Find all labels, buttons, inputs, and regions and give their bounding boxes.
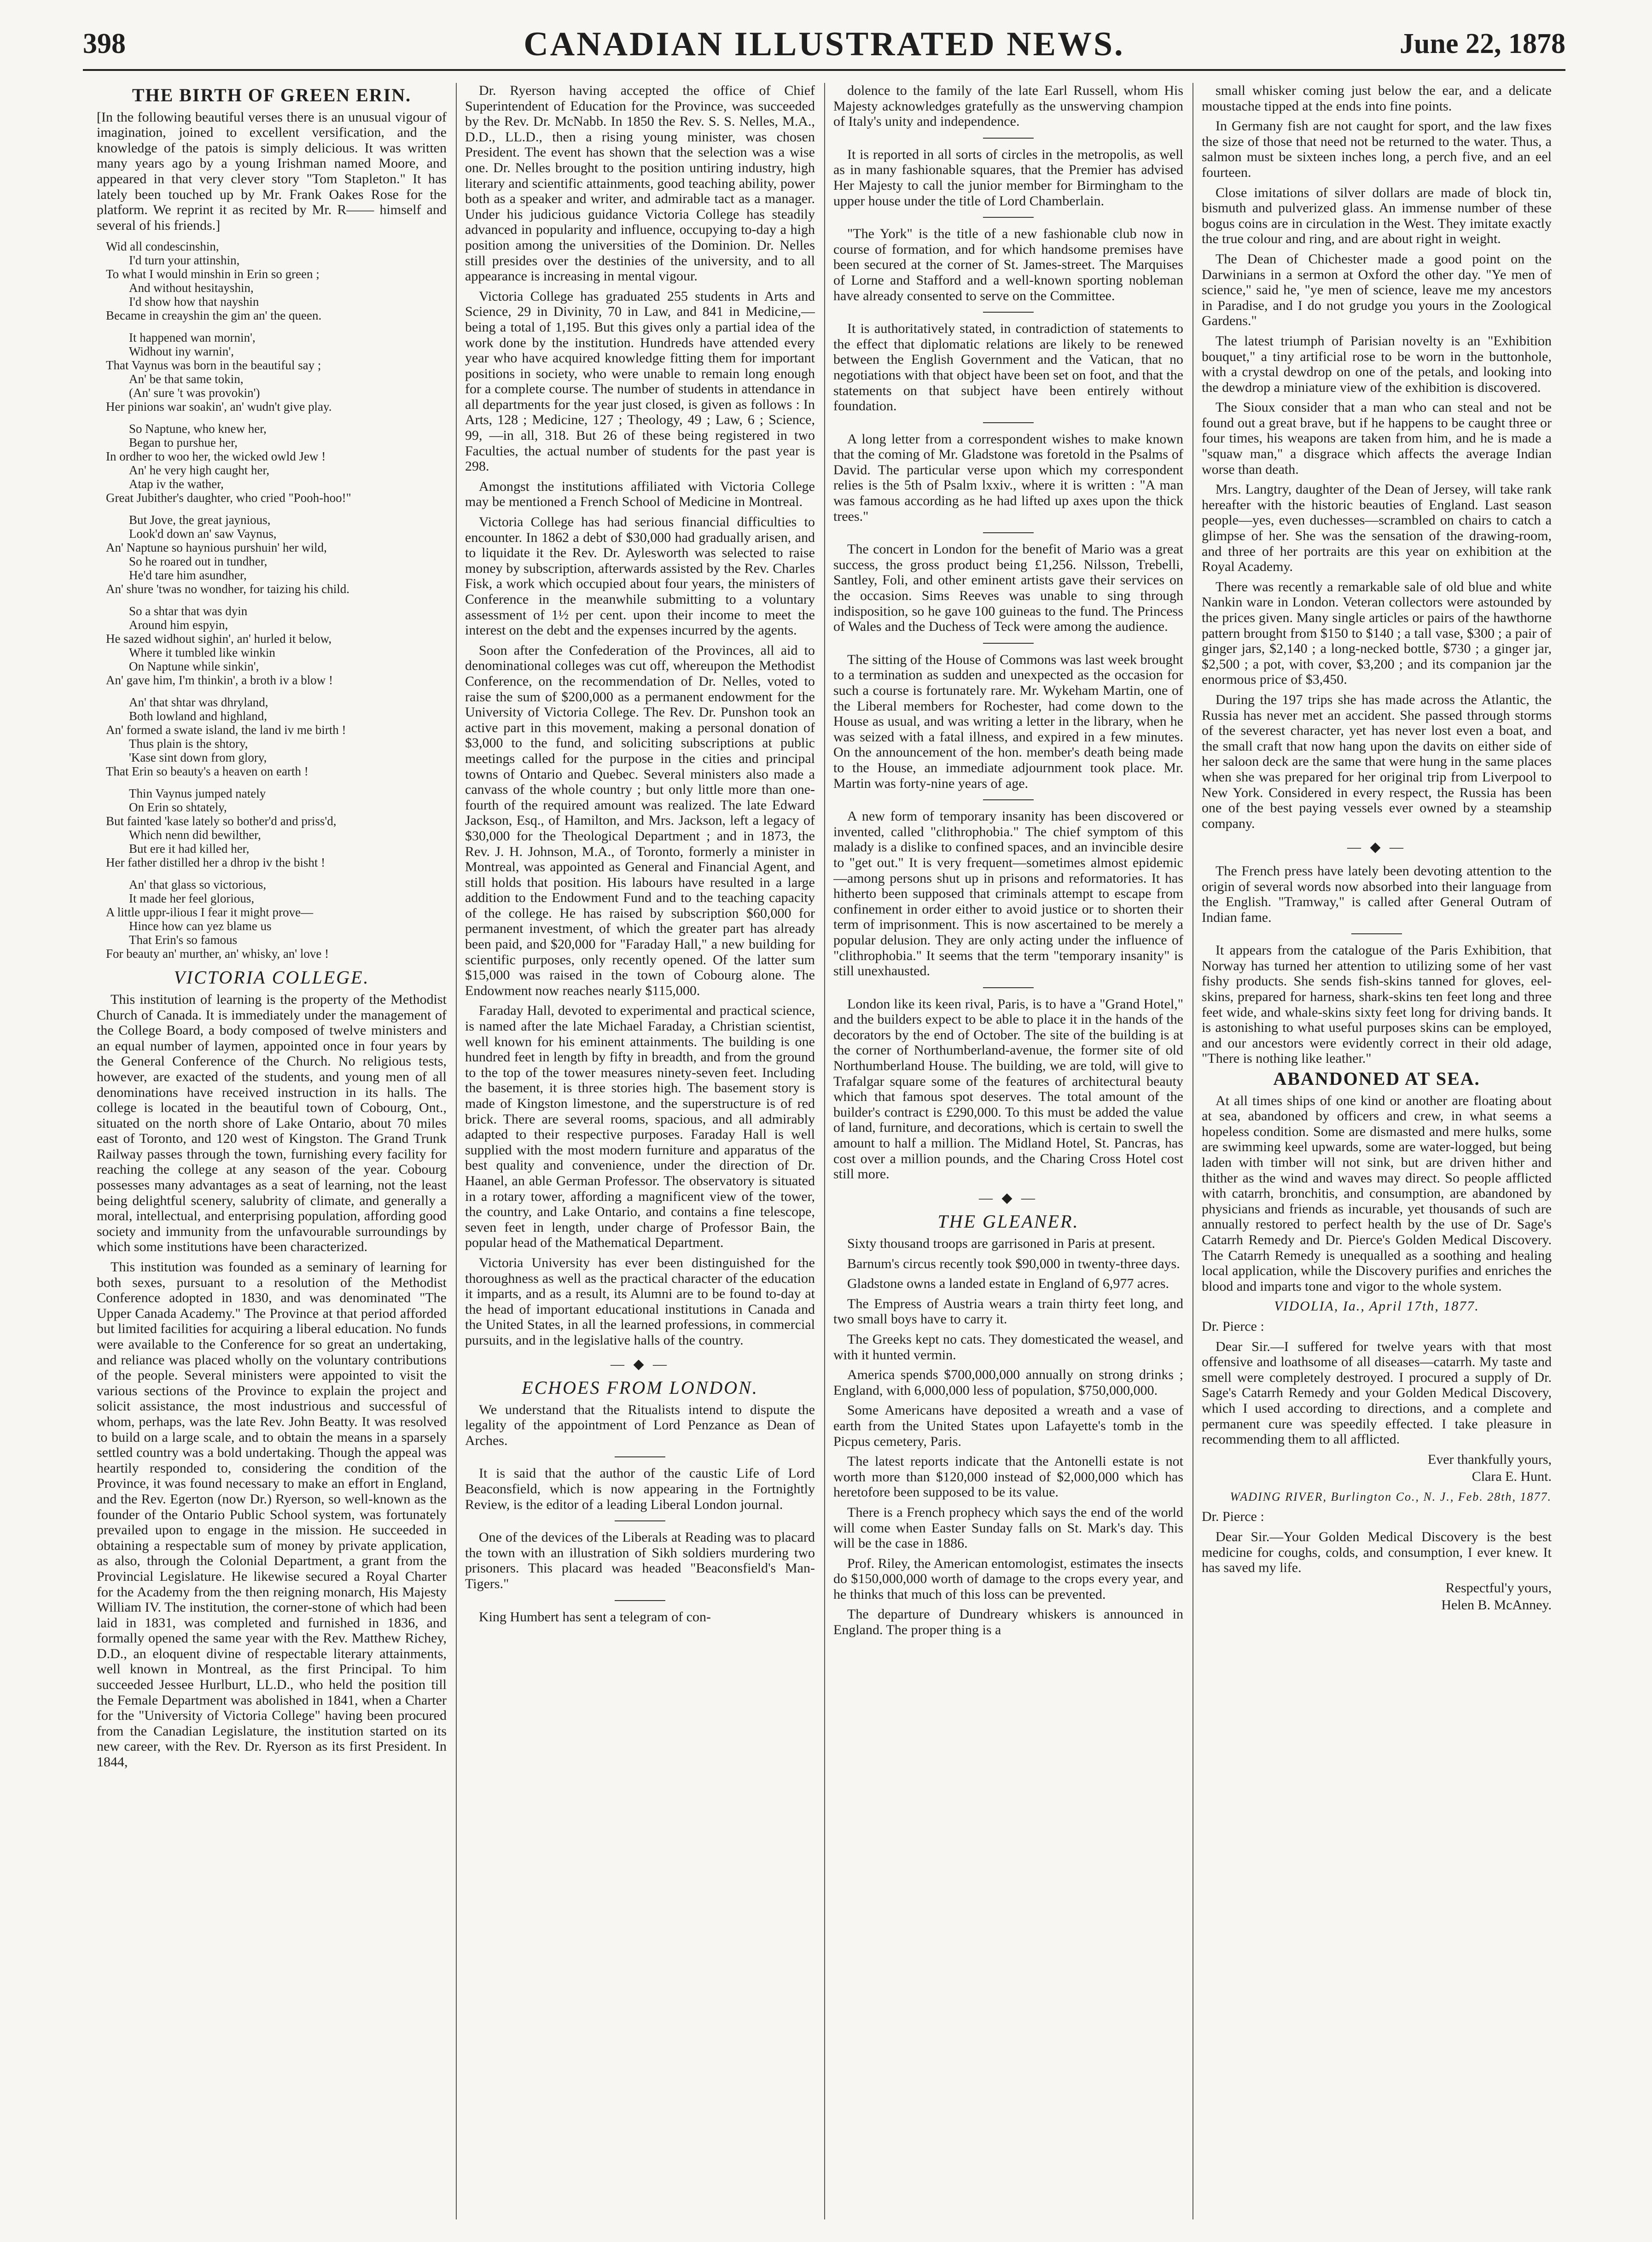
- divider: [983, 312, 1034, 313]
- verse-line: That Erin so beauty's a heaven on earth !: [106, 764, 308, 779]
- verse-line: In ordher to woo her, the wicked owld Jew !: [106, 449, 326, 464]
- verse-line: An' shure 'twas no wondher, for taizing his child.: [106, 582, 350, 596]
- verse-line: But ere it had killed her,: [129, 842, 250, 856]
- letter-body: Dear Sir.—Your Golden Medical Discovery is the best medicine for coughs, colds, and consumption, I ever knew. It has saved my life.: [1202, 1529, 1552, 1576]
- poem: [97, 239, 447, 961]
- paragraph: A new form of temporary insanity has been discovered or invented, called "clithrophobia." The chief symptom of this malady is a dislike to confined spaces, and an invincible desire to "get out." It is very frequent—sometimes almost epidemic—among persons shut up in prisons and reformatories. It has hitherto been supposed that criminals attempt to escape from confinement in order either to avoid justice or to shorten their term of imprisonment. This is now ascertained to be merely a popular delusion. They are only acting under the influence of "clithrophobia." It seems that the term "temporary insanity" is still unexhausted.: [833, 809, 1183, 979]
- verse-line: He'd tare him asundher,: [129, 568, 247, 582]
- paragraph: Mrs. Langtry, daughter of the Dean of Jersey, will take rank hereafter with the historic beauties of England. Last season people—yes, even duchesses—scrambled on chairs to catch a glimpse of her. She was the sensation of the drawing-room, and three of her portraits are this year on exhibition at the Royal Academy.: [1202, 482, 1552, 575]
- verse-line: That Vaynus was born in the beautiful say ;: [106, 358, 321, 373]
- verse-line: An' that shtar was dhryland,: [129, 695, 268, 710]
- verse-line: Both lowland and highland,: [129, 709, 267, 723]
- verse-line: It happened wan mornin',: [129, 331, 256, 345]
- divider: [615, 1600, 665, 1601]
- letter-closing: Ever thankfully yours,: [1427, 1451, 1552, 1467]
- paragraph: dolence to the family of the late Earl Russell, whom His Majesty acknowledges gratefully as the unswerving champion of Italy's unity and independence.: [833, 83, 1183, 129]
- paragraph: Close imitations of silver dollars are made of block tin, bismuth and pulverized glass. An immense number of these bogus coins are in circulation in the West. They imitate exactly the true colour and ring, and are about right in weight.: [1202, 185, 1552, 247]
- article-heading: THE BIRTH OF GREEN ERIN.: [132, 85, 412, 105]
- article-heading: ECHOES FROM LONDON.: [522, 1377, 758, 1398]
- verse-line: Where it tumbled like winkin: [129, 646, 275, 660]
- paragraph: Dr. Ryerson having accepted the office of Chief Superintendent of Education for the Province, was succeeded by the Rev. Dr. McNabb. In 1850 the Rev. S. S. Nelles, M.A., D.D., LL.D., then a rising young minister, was chosen President. The event has shown that the selection was a wise one. Dr. Nelles brought to the position untiring industry, high literary and scientific attainments, good teaching ability, power both as a speaker and writer, and admirable tact as a manager. Under his judicious guidance Victoria College has steadily advanced in popularity and influence, occupying to-day a high position among the universities of the Dominion. Dr. Nelles still presides over the destinies of the university, and to all appearance is increasing in mental vigour.: [465, 83, 815, 284]
- paragraph: The concert in London for the benefit of Mario was a great success, the gross product being £1,256. Nilsson, Trebelli, Santley, Foli, and other eminent artists gave their services on the occasion. Sims Reeves was unable to sing through indisposition, so he gave 100 guineas to the fund. The Princess of Wales and the Duchess of Teck were among the audience.: [833, 542, 1183, 635]
- paragraph: Faraday Hall, devoted to experimental and practical science, is named after the late Michael Faraday, a Christian scientist, well known for his eminent attainments. The building is one hundred feet in length by fifty in breadth, and from the ground to the top of the tower measures ninety-seven feet. Including the basement, it is three stories high. The basement story is made of Kingston limestone, and the superstructure is of red brick. There are several rooms, spacious, and all admirably adapted to their respective purposes. Faraday Hall is well supplied with the most modern furniture and apparatus of the best quality and convenience, under the direction of Dr. Haanel, an able German Professor. The observatory is situated in a rotary tower, affording a magnificent view of the tower, the country, and Lake Ontario, and contains a fine telescope, seven feet in length, under charge of Professor Bain, the popular head of the Mathematical Department.: [465, 1003, 815, 1251]
- article-heading: ABANDONED AT SEA.: [1273, 1068, 1480, 1089]
- verse-line: He sazed widhout sighin', an' hurled it below,: [106, 632, 332, 646]
- verse-line: Became in creayshin the gim an' the queen.: [106, 309, 322, 323]
- paragraph: Prof. Riley, the American entomologist, estimates the insects do $150,000,000 worth of damage to the crops every year, and he thinks that much of this loss can be prevented.: [833, 1555, 1183, 1602]
- paragraph: During the 197 trips she has made across the Atlantic, the Russia has never met an accident. She passed through storms of the severest character, yet has never lost even a boat, and the small craft that now hang upon the davits on either side of her saloon deck are the same that were hung in the same places when she was prepared for her original trip from Liverpool to New York. Considered in every respect, the Russia has been one of the best paying vessels ever owned by a steamship company.: [1202, 692, 1552, 831]
- verse-line: (An' sure 't was provokin'): [129, 386, 260, 400]
- verse-line: An' he very high caught her,: [129, 463, 270, 478]
- divider: [983, 799, 1034, 800]
- verse-line: Wid all condescinshin,: [106, 239, 219, 254]
- newspaper-title: CANADIAN ILLUSTRATED NEWS.: [524, 25, 1125, 63]
- verse-line: An' that glass so victorious,: [129, 878, 267, 892]
- page-number: 398: [83, 28, 126, 59]
- verse-line: Look'd down an' saw Vaynus,: [129, 527, 277, 541]
- paragraph: The French press have lately been devoting attention to the origin of several words now absorbed into their language from the English. "Tramway," is called after General Outram of Indian fame.: [1202, 863, 1552, 925]
- paragraph: The Greeks kept no cats. They domesticated the weasel, and with it hunted vermin.: [833, 1331, 1183, 1363]
- divider: [983, 217, 1034, 218]
- paragraph: Amongst the institutions affiliated with Victoria College may be mentioned a French School of Medicine in Montreal.: [465, 478, 815, 510]
- column-4: [1202, 83, 1552, 2219]
- verse-line: 'Kase sint down from glory,: [129, 751, 267, 765]
- article-heading: VICTORIA COLLEGE.: [174, 967, 370, 988]
- paragraph: It is reported in all sorts of circles in the metropolis, as well as in many fashionable squares, that the Premier has advised Her Majesty to call the junior member for Birmingham to the upper house under the title of Lord Chamberlain.: [833, 146, 1183, 209]
- verse-line: Began to purshue her,: [129, 436, 238, 450]
- verse-line: But Jove, the great jaynious,: [129, 513, 271, 527]
- verse-line: I'd turn your attinshin,: [129, 253, 240, 268]
- ornament-divider: — ◆ —: [1347, 839, 1407, 855]
- paragraph: A long letter from a correspondent wishes to make known that the coming of Mr. Gladstone was foretold in the Psalms of David. The particular verse upon which my correspondent relies is the 5th of Psalm lxxiv., where it is written : "A man was famous according as he had lifted up axes upon the thick trees.": [833, 431, 1183, 524]
- verse-line: An' gave him, I'm thinkin', a broth iv a blow !: [106, 673, 333, 687]
- paragraph: Some Americans have deposited a wreath and a vase of earth from the United States upon Lafayette's tomb in the Picpus cemetery, Paris.: [833, 1403, 1183, 1449]
- column-rule: [456, 83, 457, 2219]
- letter-place: VIDOLIA, Ia., April 17th, 1877.: [1274, 1299, 1479, 1314]
- paragraph: The sitting of the House of Commons was last week brought to a termination as sudden and unexpected as the occasion for such a course is fortunately rare. Mr. Wykeham Martin, one of the Liberal members for Rochester, had come down to the House as usual, and was writing a letter in the library, when he was seized with a fatal illness, and expired in a few minutes. On the announcement of the hon. member's death being made to the House, an immediate adjournment took place. Mr. Martin was forty-nine years of age.: [833, 652, 1183, 791]
- verse-line: Her pinions war soakin', an' wudn't give play.: [106, 400, 332, 414]
- verse-line: To what I would minshin in Erin so green ;: [106, 267, 320, 281]
- letter-signature: Clara E. Hunt.: [1472, 1469, 1552, 1485]
- verse-line: On Erin so shtately,: [129, 800, 227, 815]
- paragraph: London like its keen rival, Paris, is to have a "Grand Hotel," and the builders expect to be able to place it in the hands of the decorators by the end of October. The site of the building is at the corner of Northumberland-avenue, the former site of old Northumberland House. The building, we are told, will give to Trafalgar square some of the features of architectural beauty which that famous spot deserves. The total amount of the builder's contract is £290,000. To this must be added the value of land, furniture, and decorations, which is certain to swell the amount to half a million. The Midland Hotel, St. Pancras, has cost over a million pounds, and the Charing Cross Hotel cost still more.: [833, 996, 1183, 1182]
- letter-place: WADING RIVER, Burlington Co., N. J., Feb. 28th, 1877.: [1230, 1490, 1552, 1503]
- verse-line: Hince how can yez blame us: [129, 919, 272, 933]
- verse-line: Great Jubither's daughter, who cried "Pooh-hoo!": [106, 491, 351, 505]
- verse-line: That Erin's so famous: [129, 933, 238, 947]
- verse-line: And without hesitayshin,: [129, 281, 254, 295]
- divider: [615, 1520, 665, 1521]
- divider: [1351, 933, 1402, 934]
- paragraph: One of the devices of the Liberals at Reading was to placard the town with an illustration of Sikh soldiers murdering two prisoners. This placard was headed "Beaconsfield's Man-Tigers.": [465, 1530, 815, 1592]
- verse-line: For beauty an' murther, an' whisky, an' love !: [106, 947, 329, 961]
- ornament-divider: — ◆ —: [610, 1356, 670, 1372]
- paragraph: There was recently a remarkable sale of old blue and white Nankin ware in London. Veteran collectors were astounded by the prices given. Many single articles or pairs of the hawthorne pattern brought from $150 to $140 ; a tall vase, $300 ; a pair of ginger jars, $2,140 ; a long-necked bottle, $730 ; a ginger jar, $2,500 ; a pot, with cover, $3,200 ; and its companion jar the enormous price of $3,450.: [1202, 579, 1552, 687]
- divider: [983, 987, 1034, 988]
- letter-salutation: Dr. Pierce :: [1202, 1318, 1264, 1334]
- paragraph: Gladstone owns a landed estate in England of 6,977 acres.: [847, 1276, 1169, 1292]
- paragraph: Barnum's circus recently took $90,000 in twenty-three days.: [847, 1256, 1180, 1271]
- column-rule: [1192, 83, 1193, 2219]
- column-2: [465, 83, 815, 2219]
- divider: [615, 1456, 665, 1457]
- column-rule: [824, 83, 825, 2219]
- verse-line: So he roared out in tundher,: [129, 554, 268, 569]
- letter-closing: Respectful'y yours,: [1445, 1580, 1552, 1596]
- column-3: [833, 83, 1183, 2219]
- article-heading: THE GLEANER.: [937, 1211, 1079, 1232]
- verse-line: Thus plain is the shtory,: [129, 737, 248, 751]
- paragraph: small whisker coming just below the ear, and a delicate moustache tipped at the ends into fine points.: [1202, 83, 1552, 114]
- divider: [983, 422, 1034, 423]
- paragraph: King Humbert has sent a telegram of con-: [479, 1609, 711, 1625]
- paragraph: The departure of Dundreary whiskers is announced in England. The proper thing is a: [833, 1607, 1183, 1638]
- paragraph: Soon after the Confederation of the Provinces, all aid to denominational colleges was cut off, whereupon the Methodist Conference, on the recommendation of Dr. Nelles, voted to raise the sum of $200,000 as a permanent endowment for the University of Victoria College. The Rev. Dr. Punshon took an active part in this movement, making a personal donation of $3,000 to the fund, and soliciting subscriptions at public meetings called for the purpose in the cities and principal towns of Ontario and Quebec. Several ministers also made a canvass of the whole country ; but only little more than one-fourth of the required amount was realized. The late Edward Jackson, Esq., of Hamilton, and Mrs. Jackson, left a legacy of $30,000 for the Theological Department ; and in 1873, the Rev. J. H. Johnson, M.A., of Toronto, formerly a minister in Montreal, was appointed as General and Financial Agent, and still holds that position. His labours have resulted in a large addition to the Endowment Fund and to the teaching capacity of the college. He has raised by subscription $60,000 for permanent investment, of which the greater part has already been paid, and $20,000 for "Faraday Hall," a new building for scientific purposes, only recently opened. Of the latter sum $15,000 was raised in the town of Cobourg alone. The Endowment now reaches nearly $115,000.: [465, 642, 815, 998]
- paragraph: There is a French prophecy which says the end of the world will come when Easter Sunday falls on St. Mark's day. This will be the case in 1886.: [833, 1504, 1183, 1551]
- article-intro: [In the following beautiful verses there is an unusual vigour of imagination, joined to excellent versification, and the knowledge of the patois is simply delicious. It was written many years ago by a young Irishman named Moore, and appeared in that very clever story "Tom Stapleton." It has lately been touched up by Mr. Frank Oakes Rose for the platform. We reprint it as recited by Mr. R—— himself and several of his friends.]: [97, 109, 447, 233]
- paragraph: In Germany fish are not caught for sport, and the law fixes the size of those that need not be returned to the water. Thus, a salmon must be sixteen inches long, a perch five, and an eel fourteen.: [1202, 118, 1552, 180]
- masthead: [83, 18, 1565, 71]
- divider: [983, 643, 1034, 644]
- verse-line: Thin Vaynus jumped nately: [129, 786, 266, 801]
- paragraph: It appears from the catalogue of the Paris Exhibition, that Norway has turned her attention to utilizing some of her vast fishy products. She sends fish-skins tanned for gloves, eel-skins, prepared for harness, shark-skins ten feet long and three feet wide, and whale-skins sixty feet long for driving bands. It is astonishing to what useful purposes skins can be employed, and our ancestors were evidently correct in their old adage, "There is nothing like leather.": [1202, 943, 1552, 1066]
- letter-signature: Helen B. McAnney.: [1441, 1597, 1552, 1613]
- paragraph: The Sioux consider that a man who can steal and not be found out a great brave, but if he happens to be caught three or four times, his weapons are taken from him, and he is made a "squaw man," a disgrace which affects the average Indian worse than death.: [1202, 400, 1552, 477]
- paragraph: The Empress of Austria wears a train thirty feet long, and two small boys have to carry it.: [833, 1296, 1183, 1327]
- verse-line: So Naptune, who knew her,: [129, 422, 267, 436]
- paragraph: Victoria College has graduated 255 students in Arts and Science, 29 in Divinity, 70 in Law, and 841 in Medicine,—being a total of 1,195. But this gives only a partial idea of the work done by the institution. Hundreds have attended every year who have acquired knowledge fitting them for important positions in society, who were unable to remain long enough for a complete course. The number of students in attendance in all departments for the year just closed, is given as follows : In Arts, 128 ; Medicine, 127 ; Theology, 49 ; Law, 6 ; Science, 99, —in all, 318. But 26 of these being registered in two Faculties, the actual number of students for the past year is 298.: [465, 288, 815, 474]
- verse-line: A little uppr-ilious I fear it might prove—: [106, 905, 314, 920]
- paragraph: Sixty thousand troops are garrisoned in Paris at present.: [847, 1236, 1156, 1251]
- letter-body: Dear Sir.—I suffered for twelve years with that most offensive and loathsome of all diseases—catarrh. My taste and smell were completely destroyed. I procured a supply of Dr. Sage's Catarrh Remedy and your Golden Medical Discovery, which I used according to directions, and a complete and permanent cure was speedily effected. I take pleasure in recommending them to all afflicted.: [1202, 1339, 1552, 1447]
- paragraph: The latest triumph of Parisian novelty is an "Exhibition bouquet," a tiny artificial rose to be worn in the buttonhole, with a crystal dewdrop on one of the petals, and looking into the dewdrop a miniature view of the exhibition is discovered.: [1202, 333, 1552, 395]
- verse-line: Widhout iny warnin',: [129, 344, 234, 359]
- column-1: [97, 83, 447, 2219]
- paragraph: We understand that the Ritualists intend to dispute the legality of the appointment of Lord Penzance as Dean of Arches.: [465, 1402, 815, 1448]
- paragraph: The latest reports indicate that the Antonelli estate is not worth more than $120,000 instead of $2,000,000 which has heretofore been supposed to be its value.: [833, 1454, 1183, 1500]
- verse-line: So a shtar that was dyin: [129, 604, 248, 618]
- verse-line: I'd show how that nayshin: [129, 295, 259, 309]
- verse-line: Atap iv the wather,: [129, 477, 224, 491]
- verse-line: Which nenn did bewilther,: [129, 828, 261, 842]
- verse-line: An' Naptune so haynious purshuin' her wild,: [106, 541, 327, 555]
- issue-date: June 22, 1878: [1400, 28, 1565, 59]
- paragraph: "The York" is the title of a new fashionable club now in course of formation, and for which handsome premises have been secured at the corner of St. James-street. The Marquises of Lorne and Stafford and a well-known sporting nobleman have already consented to serve on the Committee.: [833, 226, 1183, 303]
- verse-line: An' formed a swate island, the land iv me birth !: [106, 723, 346, 737]
- verse-line: On Naptune while sinkin',: [129, 659, 259, 674]
- paragraph: At all times ships of one kind or another are floating about at sea, abandoned by officers and crew, in what seems a hopeless condition. Some are dismasted and mere hulks, some are swimming keel upwards, some are water-logged, but being laden with timber will not sink, but are driven hither and thither as the wind and waves may direct. So people afflicted with catarrh, bronchitis, and consumption, are abandoned by physicians and friends as incurable, yet thousands of such are annually restored to perfect health by the use of Dr. Sage's Catarrh Remedy and Dr. Pierce's Golden Medical Discovery. The Catarrh Remedy is unequalled as a soothing and healing local application, while the Discovery purifies and enriches the blood and imparts tone and vigor to the whole system.: [1202, 1093, 1552, 1294]
- paragraph: This institution of learning is the property of the Methodist Church of Canada. It is immediately under the management of the College Board, a body composed of twelve ministers and an equal number of laymen, appointed once in four years by the General Conference of the Church. No religious tests, however, are exacted of the students, and young men of all denominations have received instruction in its halls. The college is located in the beautiful town of Cobourg, Ont., situated on the north shore of Lake Ontario, about 70 miles east of Toronto, and 120 west of Kingston. The Grand Trunk Railway passes through the town, furnishing every facility for reaching the college at any season of the year. Cobourg possesses many advantages as a seat of learning, not the least being delightful scenery, salubrity of climate, and generally a moral, intellectual, and enterprising population, affording good society and immunity from the unfavourable surroundings by which some institutions have been characterized.: [97, 991, 447, 1255]
- verse-line: Her father distilled her a dhrop iv the bisht !: [106, 856, 326, 870]
- verse-line: An' be that same tokin,: [129, 372, 244, 386]
- paragraph: Victoria College has had serious financial difficulties to encounter. In 1862 a debt of $30,000 had gradually arisen, and to liquidate it the Rev. Dr. Aylesworth was selected to raise money by subscription, afterwards assisted by the Rev. Charles Fisk, a work which occupied about four years, the ministers of Conference in the meanwhile submitting to a voluntary assessment of 1½ per cent. upon their income to meet the interest on the debt and the expenses incurred by the agents.: [465, 514, 815, 638]
- verse-line: Around him espyin,: [129, 618, 228, 632]
- paragraph: It is said that the author of the caustic Life of Lord Beaconsfield, which is now appearing in the Fortnightly Review, is the editor of a leading Liberal London journal.: [465, 1466, 815, 1512]
- verse-line: It made her feel glorious,: [129, 891, 255, 906]
- letter-salutation: Dr. Pierce :: [1202, 1509, 1264, 1525]
- paragraph: It is authoritatively stated, in contradiction of statements to the effect that diplomatic relations are likely to be renewed between the English Government and the Vatican, that no negotiations with that object have been set on foot, and that the statements on that subject have been entirely without foundation.: [833, 321, 1183, 414]
- paragraph: This institution was founded as a seminary of learning for both sexes, pursuant to a resolution of the Methodist Conference adopted in 1830, and was denominated "The Upper Canada Academy." The Province at that period afforded but limited facilities for acquiring a liberal education. No funds were available to the Conference for so great an undertaking, and reliance was placed wholly on the voluntary contributions of the people. Several ministers were appointed to visit the various sections of the Province to explain the project and solicit assistance, the most industrious and successful of whom, perhaps, was the late Rev. John Beatty. It was resolved to build on a large scale, and to obtain the means in a sparsely settled country was a bold undertaking. Though the appeal was heartily responded to, considering the condition of the Province, it was found necessary to make an effort in England, and the Rev. Egerton (now Dr.) Ryerson, so well-known as the founder of the Ontario Public School system, was fortunately prevailed upon to engage in the mission. He succeeded in obtaining a respectable sum of money by private application, as also, through the Colonial Department, a grant from the Provincial Legislature. He likewise secured a Royal Charter for the Academy from the then reigning monarch, His Majesty William IV. The institution, the corner-stone of which had been laid in 1831, was completed and furnished in 1836, and formally opened the same year with the Rev. Matthew Richey, D.D., an eloquent divine of respectable literary attainments, well known in Montreal, as the first Principal. To him succeeded Jessee Hurlburt, LL.D., who held the position till the Female Department was abolished in 1841, when a Charter for the "University of Victoria College" having been procured from the Canadian Legislature, the institution started on its new career, with the Rev. Dr. Ryerson as its first President. In 1844,: [97, 1259, 447, 1770]
- paragraph: America spends $700,000,000 annually on strong drinks ; England, with 6,000,000 less of population, $750,000,000.: [833, 1367, 1183, 1398]
- paragraph: Victoria University has ever been distinguished for the thoroughness as well as the practical character of the education it imparts, and as a result, its Alumni are to be found to-day at the head of important educational institutions in Canada and the United States, in all the learned professions, in commercial pursuits, and in the legislative halls of the country.: [465, 1255, 815, 1348]
- verse-line: But fainted 'kase lately so bother'd and priss'd,: [106, 814, 337, 828]
- ornament-divider: — ◆ —: [978, 1190, 1038, 1205]
- divider: [983, 532, 1034, 533]
- divider: [983, 138, 1034, 139]
- paragraph: The Dean of Chichester made a good point on the Darwinians in a sermon at Oxford the other day. "Ye men of science," said he, "ye men of science, leave me my ancestors in Paradise, and I do not grudge you yours in the Zoological Gardens.": [1202, 251, 1552, 329]
